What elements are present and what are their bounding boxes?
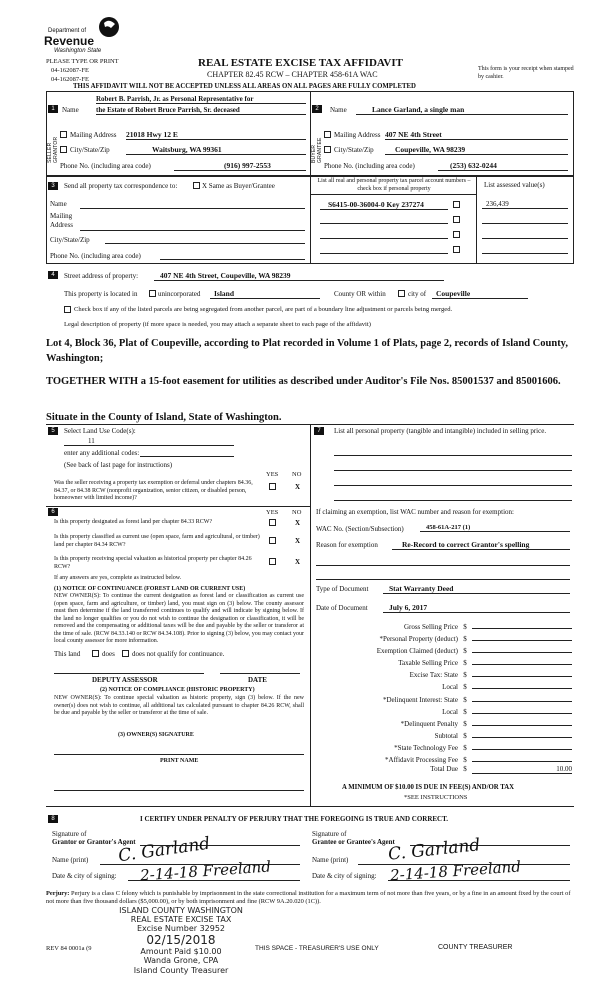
- forest-question: Is this property designated as forest land per chapter 84.33 RCW?: [54, 519, 213, 525]
- legal-desc-3: Situate in the County of Island, State of Washington.: [46, 412, 282, 423]
- money-row: Local $: [316, 680, 572, 692]
- money-value: [472, 632, 572, 641]
- please-type: PLEASE TYPE OR PRINT: [46, 58, 119, 65]
- street-label: Street address of property:: [64, 272, 139, 280]
- historic-no-answer: X: [295, 558, 301, 566]
- legal-desc-2: TOGETHER WITH a 15-foot easement for utilities as described under Auditor's File Nos. 85001537 and 85001606.: [46, 376, 561, 387]
- chapter: CHAPTER 82.45 RCW – CHAPTER 458-61A WAC: [207, 70, 378, 79]
- money-row: Local $: [316, 705, 572, 717]
- money-label: Taxable Selling Price: [398, 659, 458, 668]
- seller-phone: (916) 997-2553: [174, 161, 306, 171]
- buyer-section: [310, 91, 574, 176]
- buyer-name: Lance Garland, a single man: [356, 105, 568, 115]
- notice1-body: NEW OWNER(S): To continue the current designation as forest land or classification as current use (open space, farm and agriculture, or timber) land, you must sign on (3) below. The county assessor must then determine if the land transferred continues to qualify and will indicate by signing below. If the land no longer qualifies or you do not wish to continue the designation or classification, it will be removed and the compensating or additional taxes will be due and payable by the seller or transferor at the time of sale. (RCW 84.33.140 or RCW 84.34.108). Prior to signing (3) below, you may contact your local county assessor for more information.: [54, 593, 304, 644]
- located-in: This property is located in: [64, 290, 138, 298]
- money-label: *Personal Property (deduct): [379, 635, 458, 644]
- stamp-line: ISLAND COUNTY WASHINGTON: [119, 906, 243, 915]
- seller-mailing: 21018 Hwy 12 E: [126, 130, 306, 140]
- grantee-agent-label: Grantee or Grantee's Agent: [312, 838, 395, 846]
- assessed-value: 236,439: [482, 200, 568, 209]
- money-table: [316, 620, 572, 777]
- notice1-title: (1) NOTICE OF CONTINUANCE (FOREST LAND OR CURRENT USE): [54, 586, 246, 592]
- grantee-name-label: Name (print): [312, 856, 349, 864]
- buyer-name-label: Name: [330, 106, 347, 114]
- money-row: Subtotal $: [316, 729, 572, 741]
- grantor-sig-label: Signature of: [52, 830, 87, 838]
- no-header: NO: [292, 509, 302, 516]
- stamp-line: Amount Paid $10.00: [140, 946, 222, 956]
- perjury-label: Perjury:: [46, 890, 70, 897]
- seller-name-label: Name: [62, 106, 79, 114]
- personal-property-checkbox[interactable]: [453, 246, 460, 253]
- wac-value: 458-61A-217 (1): [420, 524, 570, 532]
- money-value: 10.00: [472, 765, 572, 774]
- money-label: *Delinquent Penalty: [400, 719, 458, 728]
- city-value: Coupeville: [432, 289, 528, 299]
- money-row: *State Technology Fee $: [316, 741, 572, 753]
- money-value: [472, 644, 572, 653]
- section-number: 8: [48, 815, 58, 823]
- money-row: *Delinquent Interest: State $: [316, 693, 572, 705]
- warning: THIS AFFIDAVIT WILL NOT BE ACCEPTED UNLESS ALL AREAS ON ALL PAGES ARE FULLY COMPLETED: [73, 83, 416, 90]
- buyer-box: [324, 146, 331, 153]
- buyer-city-label: City/State/Zip: [334, 146, 374, 154]
- minimum-note: A MINIMUM OF $10.00 IS DUE IN FEE(S) AND/OR TAX: [342, 784, 515, 791]
- s3-city-label: City/State/Zip: [50, 236, 90, 244]
- money-label: Local: [442, 707, 458, 716]
- if-yes-note: If any answers are yes, complete as instructed below.: [54, 575, 182, 581]
- print-name: PRINT NAME: [160, 758, 199, 764]
- section-number: 6: [48, 508, 58, 516]
- buyer-mailing: 407 NE 4th Street: [385, 130, 568, 140]
- certify-statement: I CERTIFY UNDER PENALTY OF PERJURY THAT THE FOREGOING IS TRUE AND CORRECT.: [140, 815, 449, 823]
- dept-logo: [44, 18, 124, 56]
- seller-side-label: SELLER GRANTOR: [47, 136, 59, 163]
- personal-property-checkbox[interactable]: [453, 231, 460, 238]
- land-use-label: Select Land Use Code(s):: [64, 427, 136, 435]
- doc-type-label: Type of Document: [316, 585, 369, 593]
- historic-question: Is this property receiving special valuation as historical property per chapter 84.26 RCW?: [54, 556, 252, 570]
- send-label: Send all property tax correspondence to:: [64, 182, 178, 190]
- seller-section: [46, 91, 310, 176]
- money-value: [472, 717, 572, 726]
- current-use-no-answer: X: [295, 537, 301, 545]
- exempt-no-answer: X: [295, 483, 301, 491]
- stamp-line: REAL ESTATE EXCISE TAX: [130, 915, 232, 924]
- no-header: NO: [292, 471, 302, 478]
- personal-label: List all personal property (tangible and intangible) included in selling price.: [334, 427, 547, 435]
- seller-phone-label: Phone No. (including area code): [60, 162, 151, 170]
- money-label: *Affidavit Processing Fee: [385, 756, 458, 765]
- does-checkbox[interactable]: [92, 650, 99, 657]
- exemption-label: If claiming an exemption, list WAC number and reason for exemption:: [316, 508, 514, 516]
- yes-header: YES: [266, 471, 279, 478]
- wac-label: WAC No. (Section/Subsection): [316, 525, 404, 533]
- money-value: [472, 753, 572, 762]
- grantee-sig-label: Signature of: [312, 830, 347, 838]
- money-label: Gross Selling Price: [403, 623, 458, 631]
- see-instructions: *SEE INSTRUCTIONS: [404, 794, 468, 801]
- money-label: Local: [442, 683, 458, 692]
- grantee-date-label: Date & city of signing:: [312, 872, 377, 880]
- money-label: Subtotal: [434, 731, 458, 740]
- does-not-label: does not qualify for continuance.: [132, 650, 225, 658]
- grantee-signature: C. Garland: [387, 835, 482, 865]
- buyer-phone: (253) 632-0244: [438, 161, 568, 171]
- unincorporated-label: unincorporated: [158, 290, 201, 298]
- street-value: 407 NE 4th Street, Coupeville, WA 98239: [154, 271, 444, 281]
- s3-phone-label: Phone No. (including area code): [50, 252, 141, 260]
- historic-yes-checkbox[interactable]: [269, 558, 276, 565]
- dept-revenue: Revenue: [44, 34, 95, 48]
- grantor-name-label: Name (print): [52, 856, 89, 864]
- money-value: [472, 656, 572, 665]
- doc-date-value: July 6, 2017: [383, 603, 570, 613]
- money-value: [472, 741, 572, 750]
- section-number: 7: [314, 427, 324, 435]
- money-row: *Personal Property (deduct) $: [316, 632, 572, 644]
- buyer-city: Coupeville, WA 98239: [385, 145, 568, 155]
- doc-type-value: Stat Warranty Deed: [383, 584, 570, 594]
- same-as-checkbox[interactable]: [193, 182, 200, 189]
- s3-name-label: Name: [50, 200, 67, 208]
- seller-name-line1: Robert B. Parrish, Jr. as Personal Representative for: [96, 95, 306, 104]
- stamp-line: Wanda Grone, CPA: [143, 956, 219, 965]
- seller-box: [60, 146, 67, 153]
- legal-desc-1: Lot 4, Block 36, Plat of Coupeville, according to Plat recorded in Volume 1 of Plats, page 2, records of Island County, Washington;: [46, 338, 568, 364]
- treasurer-stamp: [96, 906, 266, 975]
- grantor-agent-label: Grantor or Grantor's Agent: [52, 838, 136, 846]
- doc-date-label: Date of Document: [316, 604, 368, 612]
- buyer-side-label: BUYER GRANTEE: [311, 137, 323, 163]
- segregated-checkbox[interactable]: [64, 306, 71, 313]
- seller-city: Waitsburg, WA 99361: [126, 145, 306, 155]
- unincorporated-checkbox[interactable]: [149, 290, 156, 297]
- section-number: 2: [312, 105, 322, 113]
- money-row: Total Due $ 10.00: [316, 765, 572, 777]
- form-no-2: 04-162087-FE: [51, 76, 89, 83]
- parcel-value: S6415-00-36004-0 Key 237274: [320, 200, 448, 210]
- forest-yes-checkbox[interactable]: [269, 519, 276, 526]
- money-label: Excise Tax: State: [409, 671, 458, 680]
- section-number: 1: [48, 105, 58, 113]
- grantor-date-label: Date & city of signing:: [52, 872, 117, 880]
- within-city-checkbox[interactable]: [398, 290, 405, 297]
- yes-header: YES: [266, 509, 279, 516]
- page-title: REAL ESTATE EXCISE TAX AFFIDAVIT: [198, 57, 403, 69]
- additional-codes: enter any additional codes:: [64, 449, 140, 457]
- money-value: [472, 705, 572, 714]
- money-value: [472, 668, 572, 677]
- money-row: Excise Tax: State $: [316, 668, 572, 680]
- money-value: [472, 729, 572, 738]
- seller-box: [60, 131, 67, 138]
- money-value: [472, 693, 572, 702]
- section-number: 5: [48, 427, 58, 435]
- perjury-text: Perjury is a class C felony which is punishable by imprisonment in the state correctional institution for a maximum term of not more than five years, or by a fine in an amount fixed by the court of not more than five thousand dollars ($5,000.00), or by both imprisonment and fine (RCW 9A.20.020 (1C)).: [46, 890, 571, 905]
- perjury-notice: [46, 890, 576, 906]
- dept-line3: Washington State: [54, 48, 102, 54]
- county-treasurer: COUNTY TREASURER: [438, 944, 513, 951]
- seller-city-label: City/State/Zip: [70, 146, 110, 154]
- segregated-label: Check box if any of the listed parcels are being segregated from another parcel, are part of a boundary line adjustment or parcels being merged.: [74, 306, 453, 313]
- current-use-question: Is this property classified as current use (open space, farm and agricultural, or timber) land per chapter 84.34 RCW?: [54, 534, 260, 548]
- buyer-phone-label: Phone No. (including area code): [324, 162, 415, 170]
- form-no-1: 04-162087-FE: [51, 67, 89, 74]
- city-of-label: city of: [408, 290, 427, 298]
- money-label: *Delinquent Interest: State: [382, 695, 458, 704]
- date-label: DATE: [248, 676, 267, 684]
- buyer-mailing-label: Mailing Address: [334, 131, 381, 139]
- money-value: [472, 680, 572, 689]
- grantor-date-signed: 2-14-18 Freeland: [139, 857, 272, 885]
- deputy-assessor: DEPUTY ASSESSOR: [92, 676, 158, 684]
- exempt-yes-checkbox[interactable]: [269, 483, 276, 490]
- current-use-yes-checkbox[interactable]: [269, 537, 276, 544]
- money-row: Exemption Claimed (deduct) $: [316, 644, 572, 656]
- see-back: (See back of last page for instructions): [64, 461, 173, 469]
- seller-mailing-label: Mailing Address: [70, 131, 117, 139]
- money-label: Exemption Claimed (deduct): [376, 647, 458, 656]
- rev-number: REV 84 0001a (9: [46, 945, 92, 952]
- stamp-line: Island County Treasurer: [133, 965, 229, 975]
- forest-no-answer: X: [295, 519, 301, 527]
- money-label: *State Technology Fee: [394, 743, 458, 752]
- money-row: *Affidavit Processing Fee $: [316, 753, 572, 765]
- grantor-signature: C. Garland: [117, 833, 212, 867]
- county-or: County OR within: [334, 290, 386, 298]
- seller-name-line2: the Estate of Robert Bruce Parrish, Sr. deceased: [96, 106, 306, 115]
- money-row: *Delinquent Penalty $: [316, 717, 572, 729]
- same-as-label: X Same as Buyer/Grantee: [202, 182, 275, 190]
- reason-label: Reason for exemption: [316, 541, 378, 549]
- personal-property-checkbox[interactable]: [453, 201, 460, 208]
- does-not-checkbox[interactable]: [122, 650, 129, 657]
- land-use-value: 11: [64, 437, 234, 446]
- reason-value: Re-Record to correct Grantor's spelling: [392, 540, 570, 550]
- money-value: [472, 620, 572, 629]
- notice2-body: NEW OWNER(S): To continue special valuation as historic property, sign (3) below. If the new owner(s) does not wish to continue, all additional tax calculated pursuant to chapter 84.26 RCW, shall be due and payable by the seller or transferor at the time of sale.: [54, 695, 304, 716]
- notice2-title: (2) NOTICE OF COMPLIANCE (HISTORIC PROPERTY): [100, 687, 255, 693]
- section-number: 4: [48, 271, 58, 279]
- personal-property-checkbox[interactable]: [453, 216, 460, 223]
- stamp-date: 02/15/2018: [146, 932, 216, 947]
- money-label: Total Due: [430, 765, 458, 774]
- county-value: Island: [210, 289, 320, 299]
- owner-signature: (3) OWNER(S) SIGNATURE: [118, 732, 194, 738]
- grantee-date-signed: 2-14-18 Freeland: [389, 857, 522, 885]
- revenue-logo-icon: [94, 16, 124, 38]
- receipt-note: This form is your receipt when stamped by cashier.: [478, 66, 574, 80]
- exempt-question: Was the seller receiving a property tax exemption or deferral under chapters 84.36, 84.37, or 84.38 RCW (nonprofit organization, senior citizen, or disabled person, homeowner with limited income)?: [54, 480, 253, 501]
- this-land-label: This land: [54, 650, 81, 658]
- section-number: 3: [48, 182, 58, 190]
- money-row: Taxable Selling Price $: [316, 656, 572, 668]
- assessed-header: List assessed value(s): [484, 181, 545, 189]
- parcel-header: List all real and personal property tax parcel account numbers – check box if personal property: [317, 178, 471, 192]
- buyer-box: [324, 131, 331, 138]
- dept-line1: Department of: [48, 28, 87, 34]
- money-row: Gross Selling Price $: [316, 620, 572, 632]
- legal-label: Legal description of property (if more space is needed, you may attach a separate sheet to each page of the affidavit): [64, 321, 371, 328]
- treasurer-space: THIS SPACE - TREASURER'S USE ONLY: [255, 945, 379, 952]
- s3-mailing-label: Mailing Address: [50, 212, 73, 229]
- does-label: does: [102, 650, 115, 658]
- stamp-line: Excise Number 32952: [136, 924, 226, 933]
